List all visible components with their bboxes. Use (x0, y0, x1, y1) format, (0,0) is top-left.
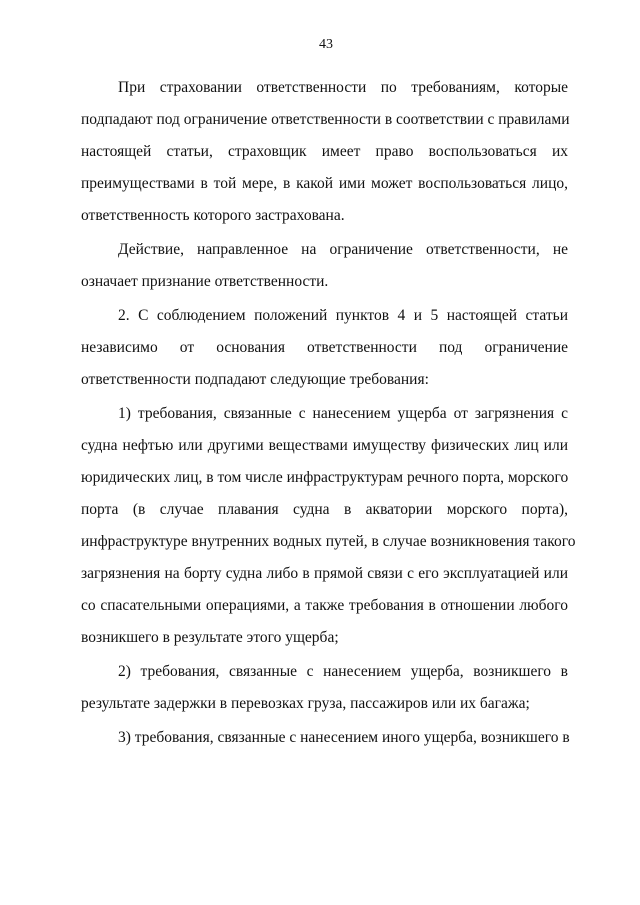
text-line: возникшего в результате этого ущерба; (81, 629, 339, 646)
text-line: 1) требования, связанные с нанесением ущерба от загрязнения с (118, 405, 568, 422)
text-line: ответственности подпадают следующие требования: (81, 371, 429, 388)
text-line: настоящей статьи, страховщик имеет право воспользоваться их (81, 143, 568, 160)
text-line: со спасательными операциями, а также требования в отношении любого (81, 597, 568, 614)
text-line: результате задержки в перевозках груза, пассажиров или их багажа; (81, 695, 530, 712)
paragraph-item-2 (81, 300, 568, 396)
text-line: загрязнения на борту судна либо в прямой связи с его эксплуатацией или (81, 565, 568, 582)
text-line: 3) требования, связанные с нанесением иного ущерба, возникшего в (118, 729, 570, 746)
text-line: означает признание ответственности. (81, 273, 329, 290)
text-line: независимо от основания ответственности под ограничение (81, 339, 568, 356)
text-line: юридических лиц, в том числе инфраструктурам речного порта, морского (81, 469, 569, 486)
text-line: ответственность которого застрахована. (81, 207, 345, 224)
text-line: 2) требования, связанные с нанесением ущерба, возникшего в (118, 663, 568, 680)
paragraph-subitem-2 (81, 656, 568, 720)
text-line: порта (в случае плавания судна в акватории морского порта), (81, 501, 568, 518)
text-line: При страховании ответственности по требованиям, которые (118, 79, 568, 96)
paragraph-insurance-liability (81, 72, 568, 232)
text-line: инфраструктуре внутренних водных путей, в случае возникновения такого (81, 533, 576, 550)
paragraph-subitem-1 (81, 398, 576, 654)
text-line: 2. С соблюдением положений пунктов 4 и 5 настоящей статьи (118, 307, 568, 324)
text-line: Действие, направленное на ограничение ответственности, не (118, 241, 568, 258)
paragraph-subitem-3 (81, 722, 568, 754)
text-line: подпадают под ограничение ответственности в соответствии с правилами (81, 111, 570, 128)
body-text (81, 72, 576, 756)
text-line: судна нефтью или другими веществами имуществу физических лиц или (81, 437, 568, 454)
text-line: преимуществами в той мере, в какой ими может воспользоваться лицо, (81, 175, 568, 192)
paragraph-action-limitation (81, 234, 568, 298)
page-number: 43 (319, 37, 333, 52)
